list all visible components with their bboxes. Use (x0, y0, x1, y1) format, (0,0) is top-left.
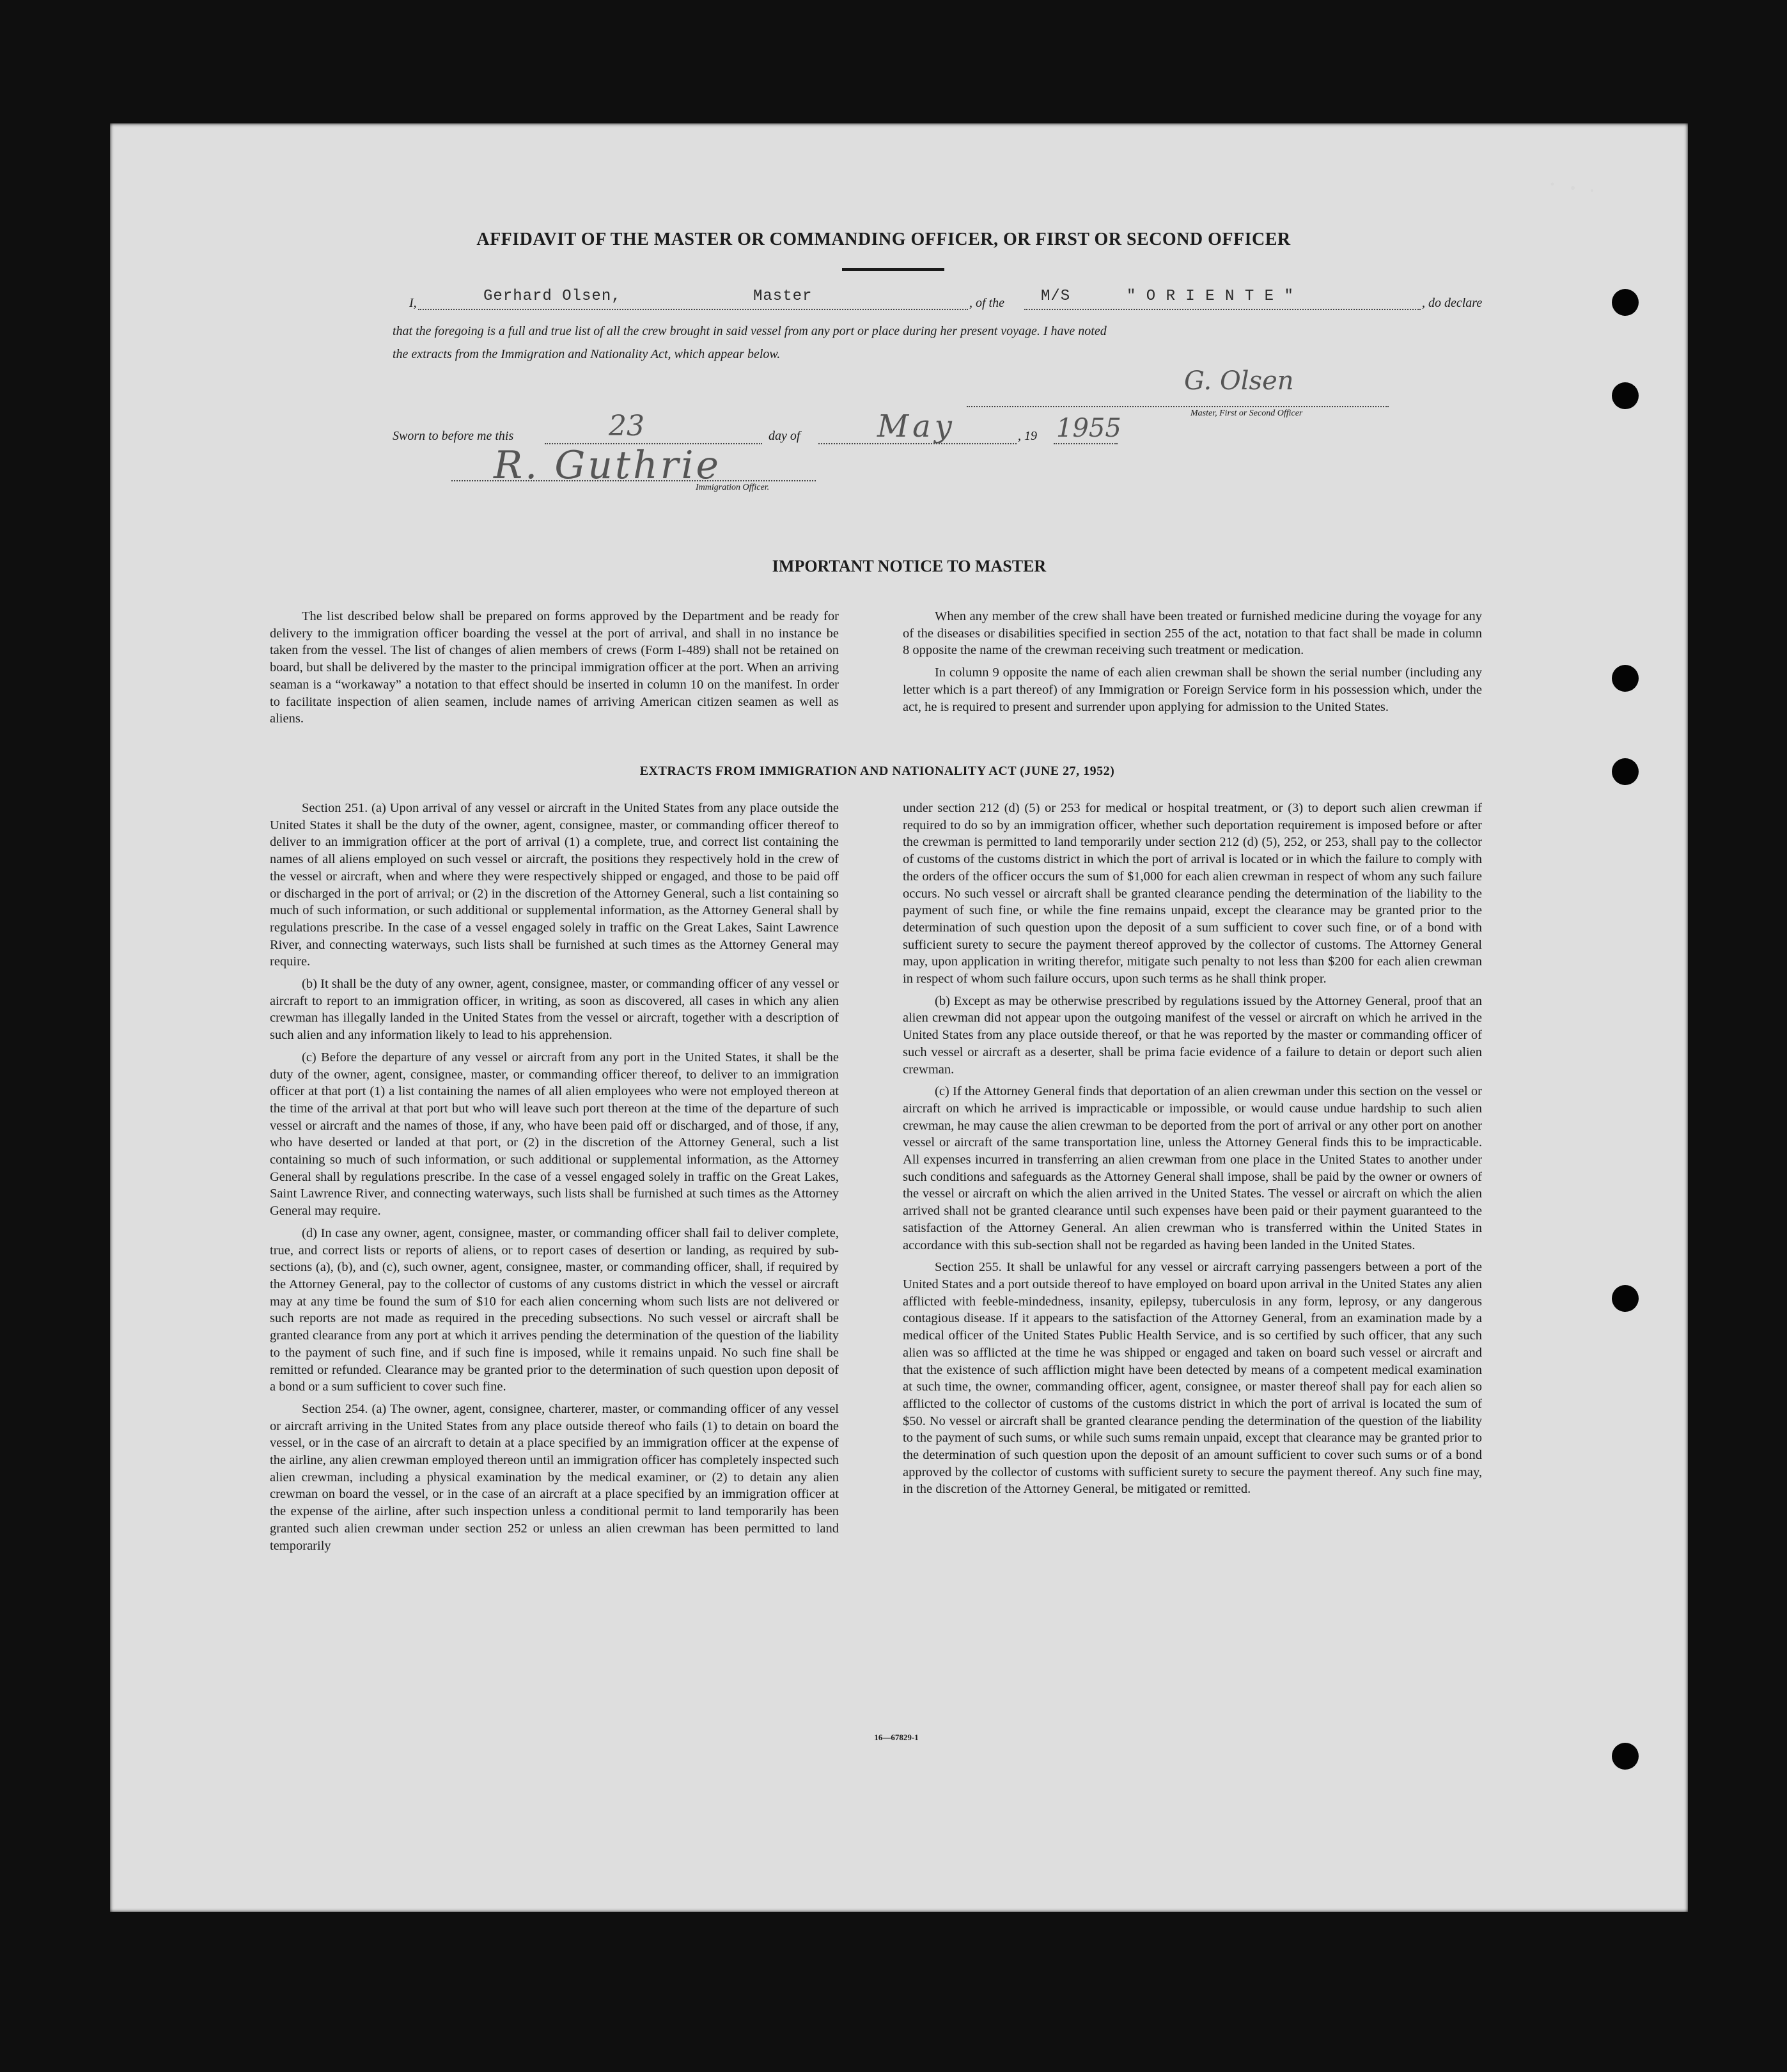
notice-right-paragraph-1: When any member of the crew shall have been treated or furnished medicine during the voyage for any of the diseases or disabilities specified in section 255 of the act, notation to that fact shall be made in column 8 opposite the name of the crewman receiving such treatment or medication. (903, 609, 1482, 658)
section-254-a-continued: under section 212 (d) (5) or 253 for medical or hospital treatment, or (3) to deport such alien crewman if required to do so by an immigration officer, whether such deportation requirement is imposed before or after the crewman is permitted to land temporarily under section 212 (d) (5), 252, or 253, shall pay to the collector of customs of the customs district in which the port of arrival is located or in which the failure to comply with the orders of the officer occurs the sum of $1,000 for each alien crewman in respect of whom any such failure occurs. No such vessel or aircraft shall be granted clearance pending the determination of the liability to the payment of such fine, or while the fine remains unpaid, except the clearance may be granted prior to the determination of such question upon the deposit of a sum sufficient to cover such fine, or of a bond with sufficient surety to secure the payment thereof approved by the collector of customs. The Attorney General may, upon application in writing therefor, mitigate such penalty to not less than $200 for each alien crewman in respect of whom such failure occurs, upon such terms as he shall think proper. (903, 801, 1482, 986)
sworn-month: May (877, 409, 956, 444)
section-251-b: (b) It shall be the duty of any owner, agent, consignee, master, or commanding officer of any vessel or aircraft to report to an immigration officer, in writing, as soon as discovered, all cases in which any alien crewman has illegally landed in the United States from the vessel or aircraft, together with a description of such alien and any information likely to lead to his apprehension. (270, 977, 839, 1043)
title-rule (842, 268, 944, 271)
master-caption: Master, First or Second Officer (1190, 409, 1303, 418)
form-number: 16—67829-1 (874, 1733, 919, 1742)
notice-right-column (903, 608, 1482, 721)
extracts-left-column (270, 800, 839, 1559)
section-251-a: Section 251. (a) Upon arrival of any vessel or aircraft in the United States from any place outside the United States it shall be the duty of the owner, agent, consignee, master, or commanding officer thereof to deliver to an immigration officer at the port of arrival (1) a complete, true, and correct list containing the names of all aliens employed on such vessel or aircraft, the positions they respectively hold in the crew of the vessel or aircraft, when and where they were respectively shipped or engaged, and those to be paid off or discharged in the port of arrival; or (2) in the discretion of the Attorney General, such a list containing so much of such information, or such additional or supplemental information, as the Attorney General shall by regulations prescribe. In the case of a vessel engaged solely in traffic on the Great Lakes, Saint Lawrence River, and connecting waterways, such lists shall be furnished at such times as the Attorney General may require. (270, 801, 839, 969)
extracts-title: EXTRACTS FROM IMMIGRATION AND NATIONALITY ACT (JUNE 27, 1952) (639, 764, 1115, 778)
vessel-name: " O R I E N T E " (1127, 288, 1294, 305)
punch-hole (1612, 289, 1639, 316)
notice-left-paragraph: The list described below shall be prepared on forms approved by the Department and be ready for delivery to the immigration officer boarding the vessel at the port of arrival, and shall in no instance be taken from the vessel. The list of changes of alien members of crews (Form I-489) shall not be retained on board, but shall be delivered by the master to the principal immigration officer at the port. When an arriving seaman is a “workaway” a notation to that effect should be inserted in column 10 on the manifest. In order to facilitate inspection of alien seamen, include names of arriving American citizen seamen as well as aliens. (270, 609, 839, 726)
master-rank: Master (753, 288, 813, 305)
notice-right-paragraph-2: In column 9 opposite the name of each alien crewman shall be shown the serial number (including any letter which is a part thereof) of any Immigration or Foreign Service form in his possession which, under the act, he is required to present and surrender upon applying for admission to the United States. (903, 666, 1482, 714)
sworn-label: Sworn to before me this (393, 429, 514, 443)
punch-hole (1612, 1743, 1639, 1770)
section-251-c: (c) Before the departure of any vessel or aircraft from any port in the United States, it shall be the duty of the owner, agent, consignee, master, or commanding officer thereof, to deliver to an immigration officer at that port (1) a list containing the names of all alien employees who were not employed thereon at the time of the arrival at that port but who will leave such port thereon at the time of the departure of such vessel or aircraft and the names of those, if any, who have been paid off or discharged, and of those, if any, who have deserted or landed at that port, or (2) in the discretion of the Attorney General, such a list containing so much of such information, or such additional or supplemental information, as the Attorney General shall by regulations prescribe. In the case of a vessel engaged solely in traffic on the Great Lakes, Saint Lawrence River, and connecting waterways, such lists shall be furnished at such times as the Attorney General may require. (270, 1050, 839, 1219)
vessel-type: M/S (1041, 288, 1071, 305)
extracts-right-column (903, 800, 1482, 1503)
sworn-year: 1955 (1056, 414, 1121, 443)
officer-caption: Immigration Officer. (696, 483, 770, 492)
do-declare-label: , do declare (1422, 296, 1483, 310)
affidavit-page (110, 123, 1688, 1912)
affidavit-title: AFFIDAVIT OF THE MASTER OR COMMANDING OFFICER, OR FIRST OR SECOND OFFICER (476, 230, 1291, 249)
punch-hole (1612, 665, 1639, 692)
master-signature-line (967, 405, 1389, 407)
name-field-line (418, 308, 968, 310)
officer-signature-line (451, 479, 816, 481)
punch-hole (1612, 758, 1639, 785)
officer-signature: R. Guthrie (494, 443, 722, 488)
section-251-d: (d) In case any owner, agent, consignee, master, or commanding officer shall fail to deliver complete, true, and correct lists or reports of aliens, or to report cases of desertion or landing, as required by sub-sections (a), (b), and (c), such owner, agent, consignee, master, or commanding officer, shall, if required by the Attorney General, pay to the collector of customs of any customs district in which the vessel or aircraft may at any time be found the sum of $10 for each alien concerning whom such lists are not delivered or such reports are not made as required in the preceding subsections. No such vessel or aircraft shall be granted clearance from any port at which it arrives pending the determination of the question of the liability to the payment of such fine, and if such fine is imposed, while it remains unpaid. No such fine shall be remitted or refunded. Clearance may be granted prior to the determination of such question upon deposit of a bond or a sum sufficient to cover such fine. (270, 1226, 839, 1394)
declaration-line-1: that the foregoing is a full and true list of all the crew brought in said vessel from any port or place during her present voyage. I have noted (393, 324, 1107, 338)
section-254-a: Section 254. (a) The owner, agent, consignee, charterer, master, or commanding officer of any vessel or aircraft arriving in the United States from any place outside thereof who fails (1) to detain on board the vessel, or in the case of an aircraft to detain at a place specified by an immigration officer at the expense of the airline, any alien crewman employed thereon until an immigration officer has completely inspected such alien crewman, including a physical examination by the medical examiner, or (2) to detain any alien crewman on board the vessel, or in the case of an aircraft at a place specified by an immigration officer at the expense of the airline, after such inspection unless a conditional permit to land temporarily has been granted such alien crewman under section 252 or unless an alien crewman has been permitted to land temporarily (270, 1401, 839, 1553)
master-signature: G. Olsen (1184, 366, 1294, 396)
punch-hole (1612, 1285, 1639, 1312)
notice-title: IMPORTANT NOTICE TO MASTER (772, 557, 1047, 575)
sworn-day: 23 (609, 410, 644, 442)
section-254-c: (c) If the Attorney General finds that deportation of an alien crewman under this section on the vessel or aircraft on which he arrived is impracticable or impossible, or would cause undue hardship to such alien crewman, he may cause the alien crewman to be deported from the port of arrival or any other port on another vessel or aircraft of the same transportation line, unless the Attorney General finds this to be impracticable. All expenses incurred in transferring an alien crewman from one place in the United States to another under such conditions and safeguards as the Attorney General shall impose, shall be paid by the owner or owners of the vessel or aircraft on which the alien arrived in the United States. The vessel or aircraft on which the alien arrived shall not be granted clearance until such expenses have been paid or their payment guaranteed to the satisfaction of the Attorney General. An alien crewman who is transferred within the United States in accordance with this sub-section shall not be regarded as having been landed in the United States. (903, 1084, 1482, 1252)
section-255: Section 255. It shall be unlawful for any vessel or aircraft carrying passengers between a port of the United States and a port outside thereof to have employed on board upon arrival in the United States any alien afflicted with feeble-mindedness, insanity, epilepsy, tuberculosis in any form, leprosy, or any dangerous contagious disease. If it appears to the satisfaction of the Attorney General, from an examination made by a medical officer of the United States Public Health Service, and is so certified by such officer, that any such alien was so afflicted at the time he was shipped or engaged and taken on board such vessel or aircraft and that the existence of such affliction might have been detected by means of a competent medical examination at such time, the owner, commanding officer, agent, consignee, or master thereof shall pay for each alien so afflicted to the collector of customs of the customs district in which the port of arrival is located the sum of $50. No vessel or aircraft shall be granted clearance pending the determination of the question of the liability to the payment of such sums, or while such sums remain unpaid, except that clearance may be granted prior to the determination of such question upon the deposit of an amount sufficient to cover such sums or of a bond approved by the collector of customs with sufficient surety to secure the payment thereof. Any such fine may, in the discretion of the Attorney General, be mitigated or remitted. (903, 1260, 1482, 1497)
declaration-line-2: the extracts from the Immigration and Nationality Act, which appear below. (393, 347, 781, 361)
year-prefix: , 19 (1018, 429, 1037, 443)
day-of-label: day of (769, 429, 800, 443)
i-label: I, (409, 296, 417, 310)
of-the-label: , of the (969, 296, 1004, 310)
vessel-field-line (1024, 308, 1421, 310)
section-254-b: (b) Except as may be otherwise prescribed by regulations issued by the Attorney General, proof that an alien crewman did not appear upon the outgoing manifest of the vessel or aircraft on which he arrived in the United States from any place outside thereof, or that he was reported by the master or commanding officer of such vessel or aircraft as a deserter, shall be prima facie evidence of a failure to detain or deport such alien crewman. (903, 993, 1482, 1077)
punch-hole (1612, 382, 1639, 409)
master-name: Gerhard Olsen, (483, 288, 621, 305)
dust-specks (1547, 180, 1598, 193)
